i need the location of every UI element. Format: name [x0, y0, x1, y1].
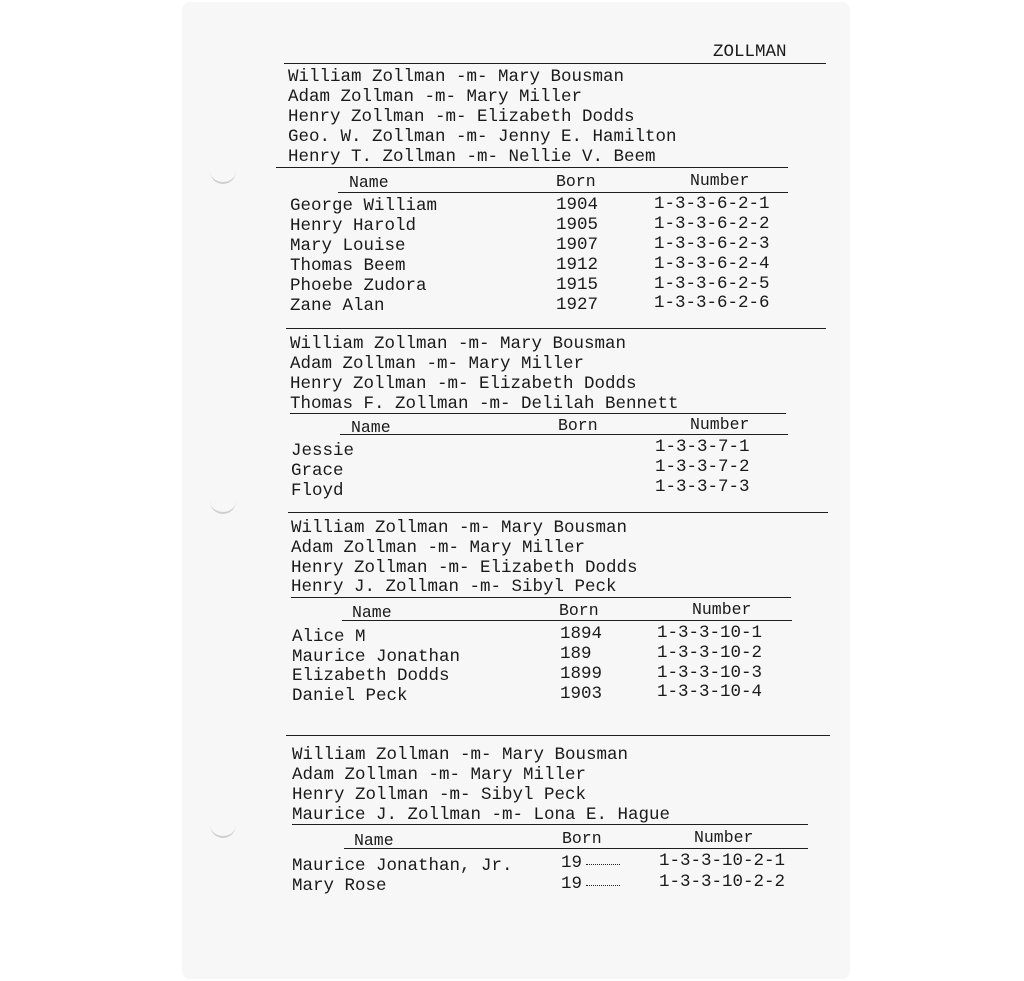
child-name: Mary Louise	[290, 236, 406, 256]
child-born: 1905	[556, 215, 599, 235]
child-number: 1-3-3-10-4	[657, 682, 763, 702]
child-number: 1-3-3-6-2-3	[654, 234, 770, 254]
rule	[338, 192, 788, 193]
child-name: Grace	[291, 461, 344, 481]
lineage-line: William Zollman -m- Mary Bousman	[292, 745, 629, 765]
lineage-line: Adam Zollman -m- Mary Miller	[290, 354, 585, 374]
lineage-line: Adam Zollman -m- Mary Miller	[292, 765, 587, 785]
lineage-line: Geo. W. Zollman -m- Jenny E. Hamilton	[288, 127, 677, 147]
lineage-line: Henry Zollman -m- Elizabeth Dodds	[290, 374, 637, 394]
rule	[276, 167, 788, 168]
child-number: 1-3-3-10-1	[657, 623, 763, 643]
rule	[344, 848, 808, 849]
lineage-line: Henry Zollman -m- Elizabeth Dodds	[288, 107, 635, 127]
column-header-name: Name	[351, 418, 391, 437]
lineage-line: Henry Zollman -m- Sibyl Peck	[292, 785, 587, 805]
column-header-number: Number	[694, 828, 754, 847]
child-born: 1899	[560, 664, 603, 684]
child-born: 1903	[560, 684, 603, 704]
child-born: 1927	[556, 295, 599, 315]
child-born: 1907	[556, 235, 599, 255]
child-number: 1-3-3-10-3	[657, 663, 763, 683]
child-number: 1-3-3-7-1	[655, 437, 750, 457]
column-header-number: Number	[690, 415, 750, 434]
child-number: 1-3-3-7-2	[655, 457, 750, 477]
column-header-born: Born	[556, 172, 596, 191]
rule	[292, 824, 808, 825]
rule	[291, 597, 791, 598]
child-name: Maurice Jonathan, Jr.	[292, 856, 513, 876]
child-born: 1915	[556, 275, 599, 295]
child-born: 1894	[560, 624, 603, 644]
child-name: Elizabeth Dodds	[292, 666, 450, 686]
child-name: Maurice Jonathan	[292, 647, 461, 667]
column-header-name: Name	[354, 831, 394, 850]
parents-line: Maurice J. Zollman -m- Lona E. Hague	[292, 805, 671, 825]
lineage-line: William Zollman -m- Mary Bousman	[288, 67, 625, 87]
surname-header: ZOLLMAN	[713, 42, 787, 62]
lineage-line: Henry Zollman -m- Elizabeth Dodds	[291, 558, 638, 578]
child-name: George William	[290, 196, 438, 216]
column-header-name: Name	[349, 173, 389, 192]
child-name: Zane Alan	[290, 296, 385, 316]
child-number: 1-3-3-6-2-6	[654, 293, 770, 313]
child-born: 19	[561, 874, 620, 894]
section-divider	[288, 512, 828, 513]
section-divider	[286, 328, 826, 329]
child-name: Mary Rose	[292, 876, 387, 896]
child-number: 1-3-3-10-2-1	[659, 851, 786, 871]
column-header-number: Number	[690, 171, 750, 190]
parents-line: Thomas F. Zollman -m- Delilah Bennett	[290, 394, 679, 414]
child-name: Daniel Peck	[292, 686, 408, 706]
child-number: 1-3-3-10-2	[657, 643, 763, 663]
child-number: 1-3-3-6-2-5	[654, 274, 770, 294]
rule	[342, 620, 792, 621]
child-name: Henry Harold	[290, 216, 417, 236]
parents-line: Henry J. Zollman -m- Sibyl Peck	[291, 577, 617, 597]
rule	[340, 434, 788, 435]
child-number: 1-3-3-6-2-4	[654, 254, 770, 274]
child-number: 1-3-3-7-3	[655, 477, 750, 497]
child-born: 189	[560, 644, 592, 664]
column-header-name: Name	[352, 603, 392, 622]
child-number: 1-3-3-6-2-2	[654, 214, 770, 234]
child-name: Floyd	[291, 481, 344, 501]
child-name: Alice M	[292, 627, 366, 647]
child-born: 19	[561, 853, 620, 873]
lineage-line: Adam Zollman -m- Mary Miller	[291, 538, 586, 558]
column-header-born: Born	[558, 416, 598, 435]
child-born: 1912	[556, 255, 599, 275]
section-divider	[286, 735, 830, 736]
column-header-born: Born	[559, 601, 599, 620]
child-name: Thomas Beem	[290, 256, 406, 276]
column-header-born: Born	[562, 829, 602, 848]
child-number: 1-3-3-10-2-2	[659, 872, 786, 892]
parents-line: Henry T. Zollman -m- Nellie V. Beem	[288, 147, 656, 167]
header-rule	[284, 63, 826, 64]
child-born: 1904	[556, 195, 599, 215]
lineage-line: William Zollman -m- Mary Bousman	[291, 518, 628, 538]
child-number: 1-3-3-6-2-1	[654, 194, 770, 214]
lineage-line: William Zollman -m- Mary Bousman	[290, 334, 627, 354]
child-name: Jessie	[291, 441, 355, 461]
rule	[290, 413, 786, 414]
column-header-number: Number	[692, 600, 752, 619]
lineage-line: Adam Zollman -m- Mary Miller	[288, 87, 583, 107]
child-name: Phoebe Zudora	[290, 276, 427, 296]
